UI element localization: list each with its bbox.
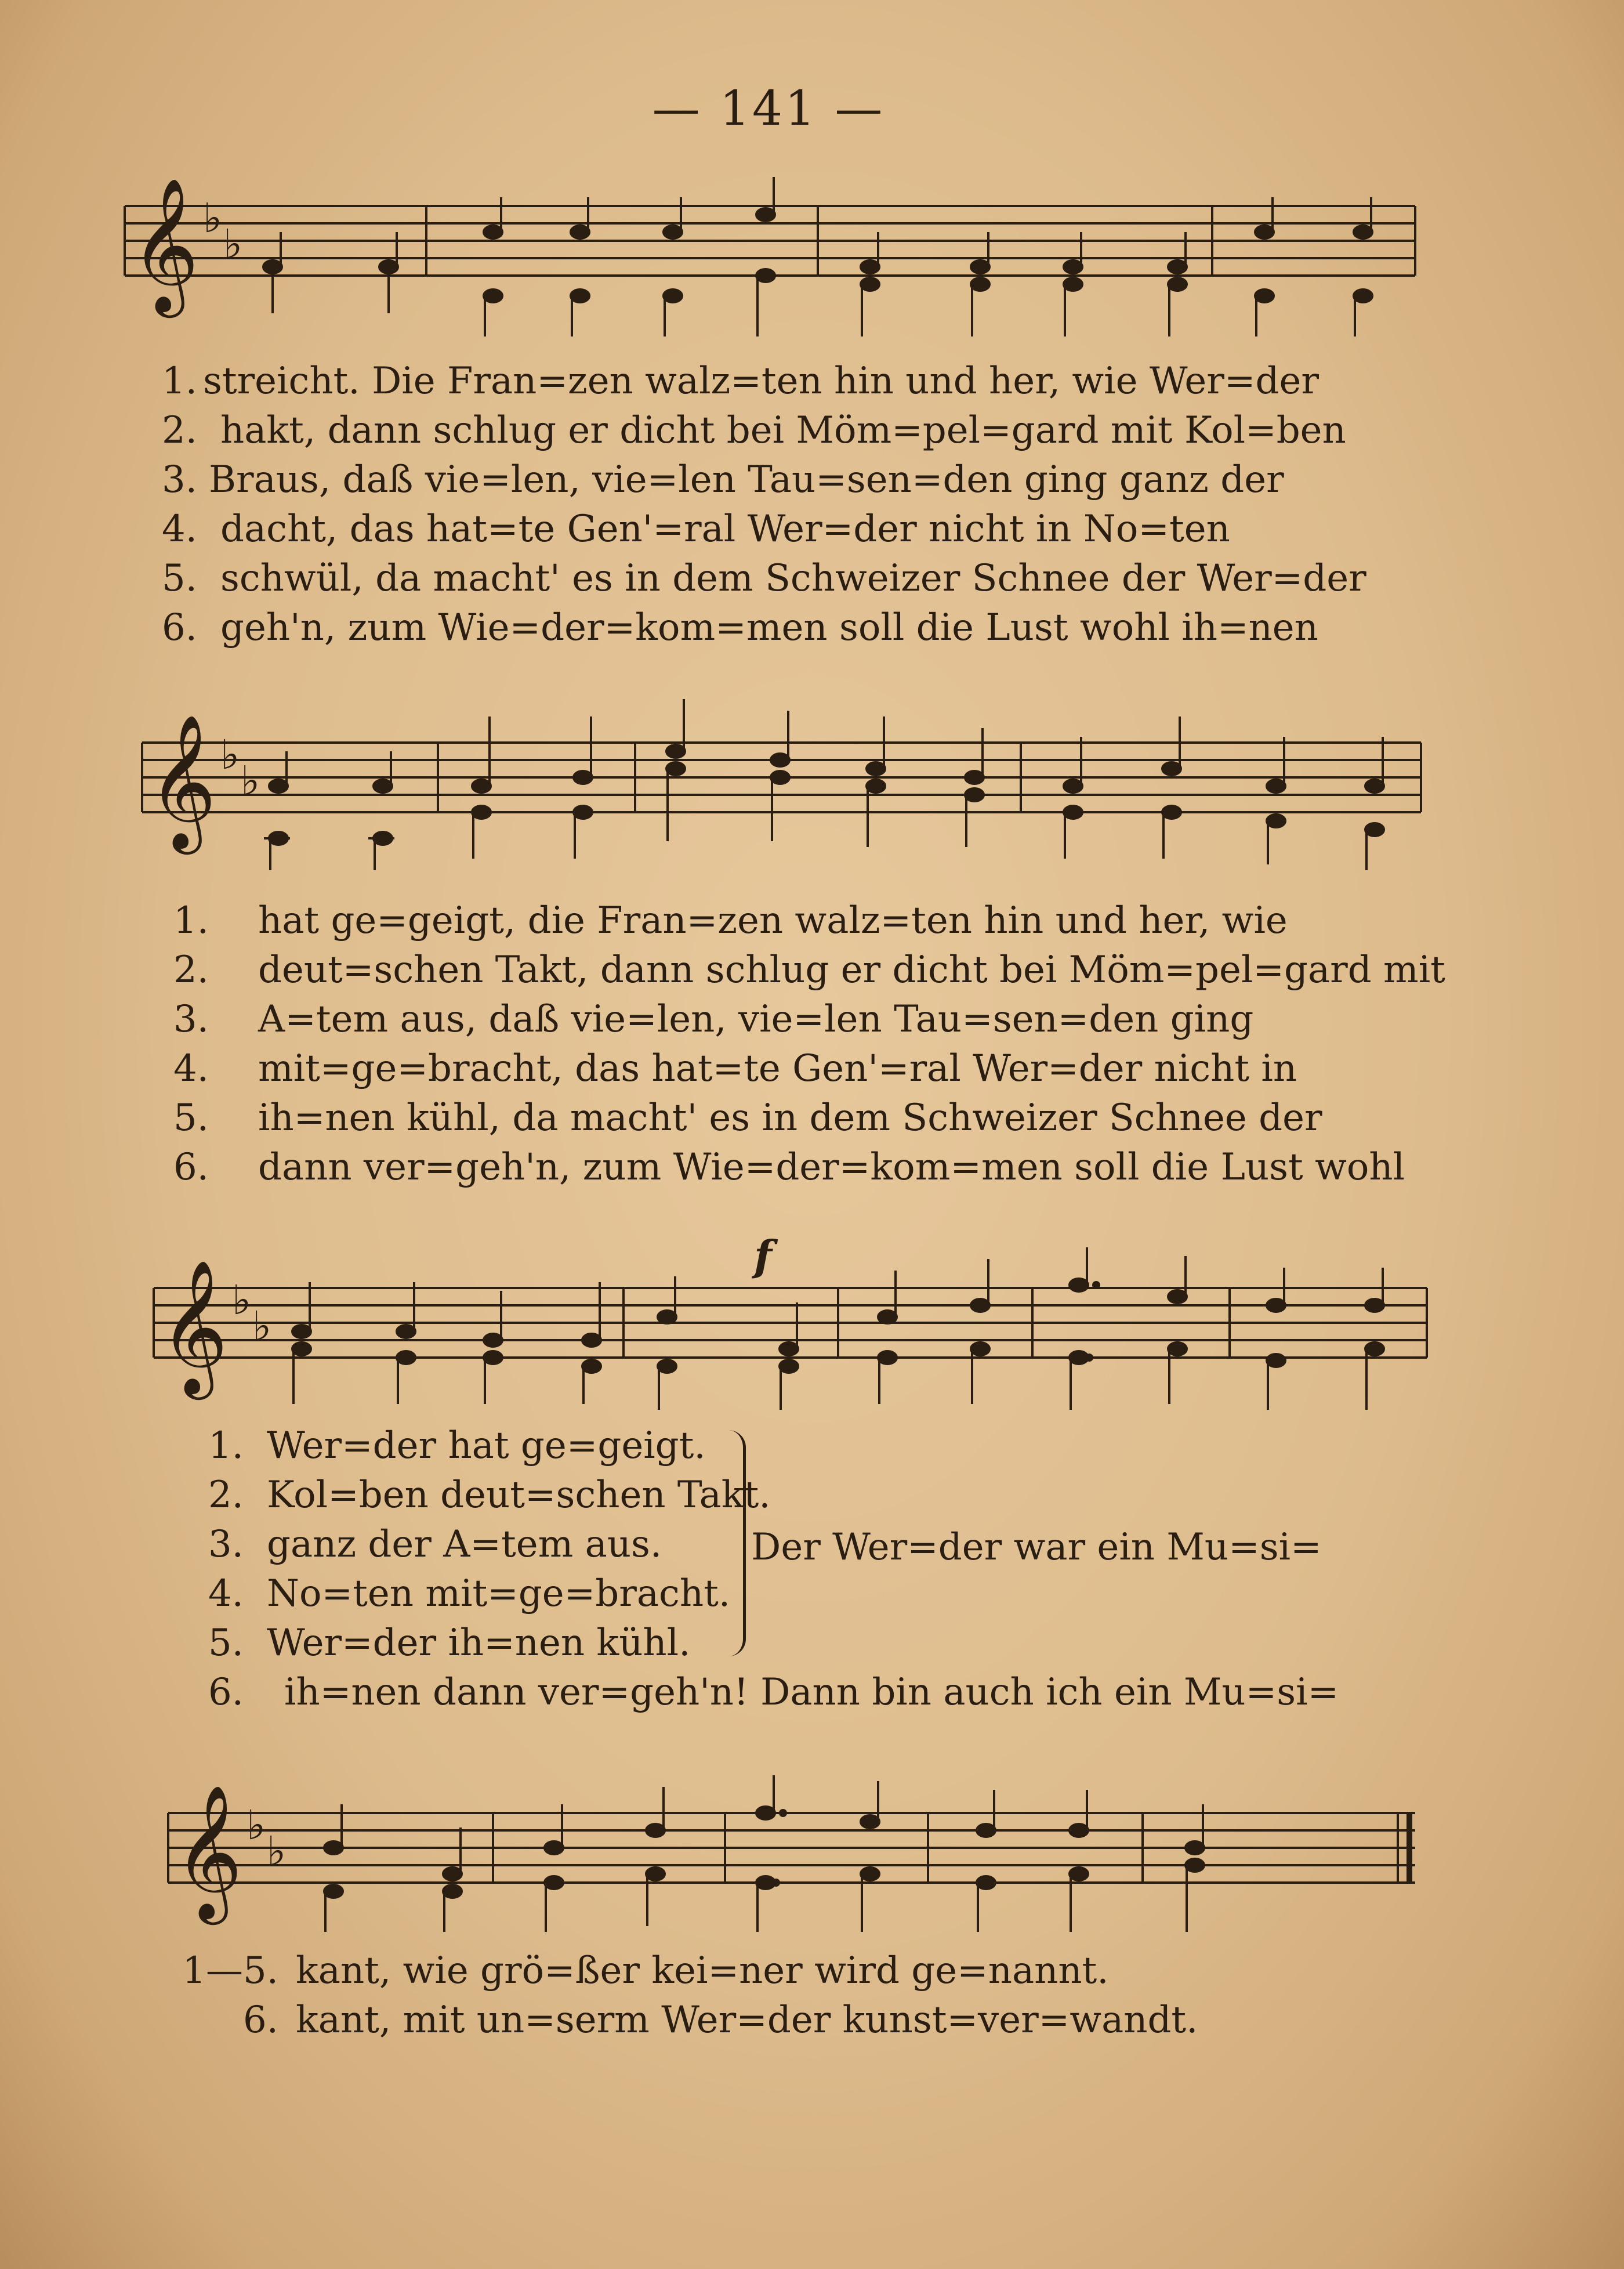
svg-text:♭: ♭ (246, 1801, 266, 1849)
dynamic-forte: f (754, 1231, 772, 1280)
svg-text:♭: ♭ (252, 1302, 272, 1350)
svg-text:𝄞: 𝄞 (148, 714, 217, 849)
page: — 141 — 𝄞 ♭ ♭ 1. streicht. Die Fran=zen walz=ten hin und her, wie Wer=der 2. hakt, dann schlug er dicht bei Möm=pel=gard mit Kol=ben 3. Braus, daß vie=len, vie=len Tau=sen=den ging ganz der 4. dacht, das hat=te Gen'=ral Wer=der nicht in No=ten 5. schwül, da macht' es in dem Schweizer Schnee der Wer=der 6. geh'n, zum Wie=der=kom=men soll die Lust wohl ih=nen 𝄞 ♭ ♭ 1. hat ge=geigt, die Fran=zen walz=ten hin und her, wie 2. deut=schen Takt, dann schlug er dicht bei Möm=pel=gard mit 3. A=tem aus, daß vie=len, vie=len Tau=sen=den ging 4. mit=ge=bracht, das hat=te Gen'=ral Wer=der nicht in 5. ih=nen kühl, da macht' es in dem Schweizer Schnee der 6. dann ver=geh'n, zum Wie=der=kom=men soll die Lust wohl 𝄞 ♭ ♭ f 1. Wer=der hat ge=geigt. 2. Kol=ben deut=schen Takt. 3. ganz der A=tem aus. 4. No=ten mit=ge=bracht. 5. Wer=der ih=nen kühl. 6. ih=nen dann ver=geh'n! Dann bin auch ich ein Mu=si= Der Wer=der war ein Mu=si= 𝄞 ♭ ♭ 1—5. kant, wie grö=ßer kei=ner wird ge=nannt. 6. kant, mit un=serm Wer=der kunst=ver=wandt. (0, 0, 1624, 2269)
verse-brace (728, 1430, 746, 1656)
staff-3 (0, 1224, 1624, 1433)
page-number: — 141 — (652, 81, 885, 136)
staff-4 (0, 1769, 1624, 1944)
svg-text:♭: ♭ (267, 1827, 287, 1875)
svg-text:𝄞: 𝄞 (160, 1259, 229, 1394)
svg-text:♭: ♭ (220, 731, 240, 779)
svg-text:♭: ♭ (223, 220, 243, 268)
svg-text:𝄞: 𝄞 (130, 177, 200, 312)
refrain-text: Der Wer=der war ein Mu=si= (751, 1526, 1322, 1569)
svg-text:♭: ♭ (232, 1276, 252, 1324)
svg-text:♭: ♭ (241, 757, 260, 805)
staff-1 (0, 0, 1624, 406)
svg-text:♭: ♭ (203, 194, 223, 242)
svg-text:𝄞: 𝄞 (174, 1784, 243, 1919)
